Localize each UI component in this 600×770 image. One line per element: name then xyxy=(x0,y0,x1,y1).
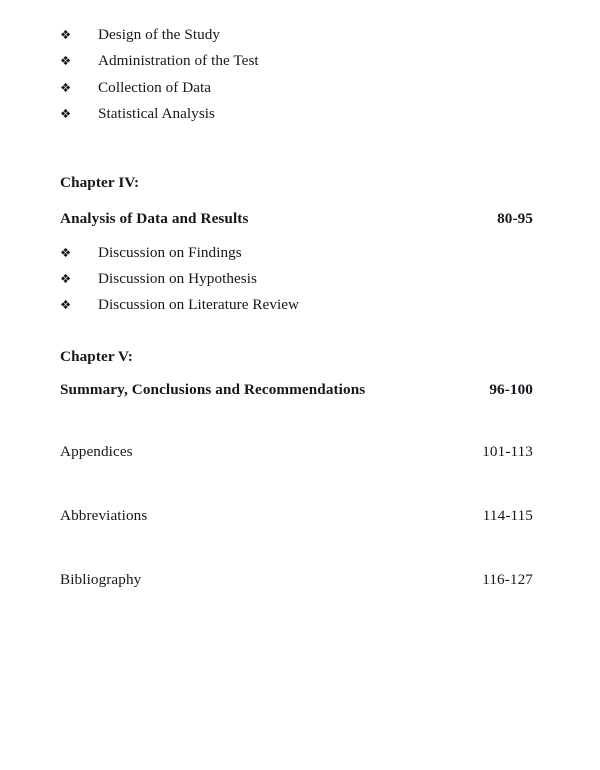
list-item-label: Discussion on Hypothesis xyxy=(98,270,257,287)
diamond-bullet-icon: ❖ xyxy=(60,27,72,42)
chapter-five-pages: 96-100 xyxy=(489,381,533,398)
list-item-label: Discussion on Findings xyxy=(98,244,242,261)
list-item xyxy=(60,271,540,286)
list-item-label: Design of the Study xyxy=(98,26,221,43)
list-item xyxy=(60,245,540,260)
list-item xyxy=(60,106,540,121)
list-item-label: Collection of Data xyxy=(98,79,212,96)
chapter-four-title: Analysis of Data and Results xyxy=(60,210,249,227)
diamond-bullet-icon: ❖ xyxy=(60,245,72,260)
diamond-bullet-icon: ❖ xyxy=(60,80,72,95)
back-matter-pages: 101-113 xyxy=(482,443,533,460)
diamond-bullet-icon: ❖ xyxy=(60,106,72,121)
back-matter-title: Appendices xyxy=(60,443,133,460)
list-item xyxy=(60,297,540,312)
diamond-bullet-icon: ❖ xyxy=(60,297,72,312)
diamond-bullet-icon: ❖ xyxy=(60,53,72,68)
list-item xyxy=(60,80,540,95)
list-item-label: Administration of the Test xyxy=(98,52,259,69)
chapter-five-entry xyxy=(60,382,533,397)
chapter-four-pages: 80-95 xyxy=(497,210,533,227)
back-matter-title: Abbreviations xyxy=(60,507,148,524)
list-item-label: Discussion on Literature Review xyxy=(98,296,300,313)
list-item xyxy=(60,53,540,68)
back-matter-entry-appendices xyxy=(60,444,533,459)
chapter-four-label: Chapter IV: xyxy=(60,174,140,191)
list-item-label: Statistical Analysis xyxy=(98,105,216,122)
chapter-four-entry xyxy=(60,211,533,226)
back-matter-pages: 114-115 xyxy=(482,507,533,524)
back-matter-entry-bibliography xyxy=(60,572,533,587)
back-matter-pages: 116-127 xyxy=(482,571,533,588)
back-matter-title: Bibliography xyxy=(60,571,142,588)
chapter-five-title: Summary, Conclusions and Recommendations xyxy=(60,381,366,398)
chapter-five-label: Chapter V: xyxy=(60,348,133,365)
diamond-bullet-icon: ❖ xyxy=(60,271,72,286)
list-item xyxy=(60,27,540,42)
back-matter-entry-abbreviations xyxy=(60,508,533,523)
